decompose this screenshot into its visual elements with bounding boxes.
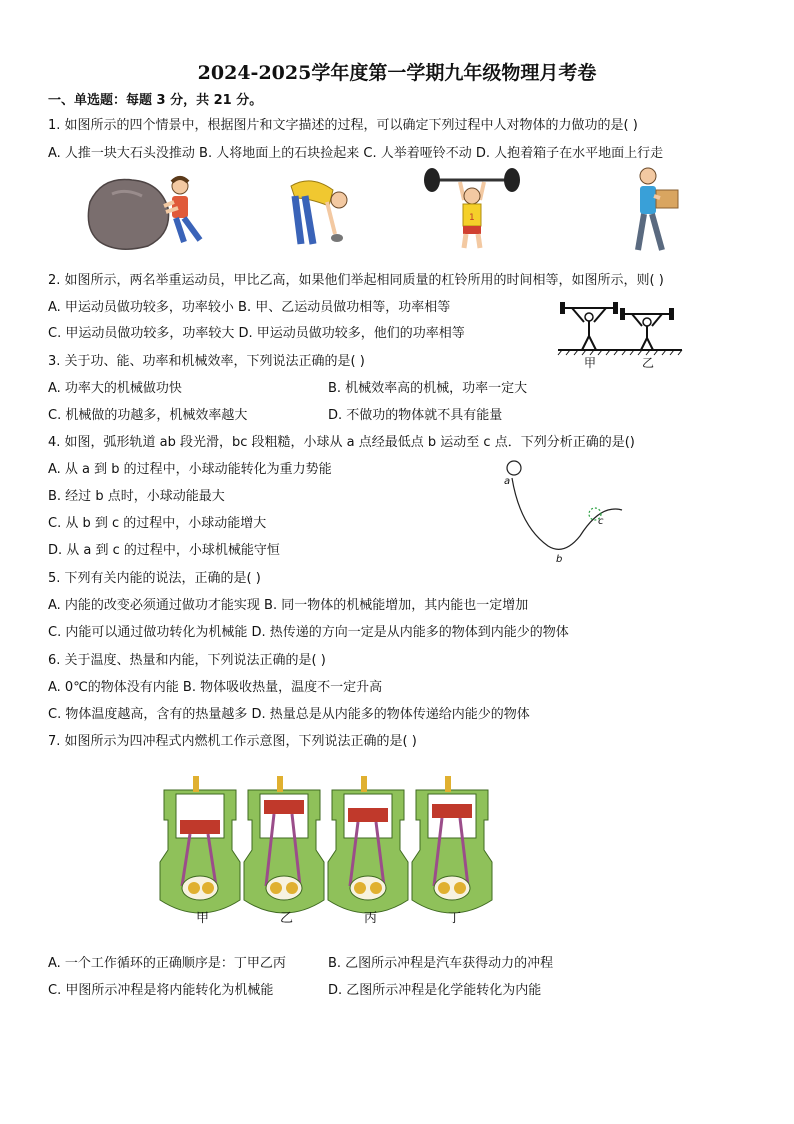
q5-options-1: A. 内能的改变必须通过做功才能实现 B. 同一物体的机械能增加，其内能也一定增加 bbox=[48, 598, 529, 613]
q1-figure-c bbox=[420, 166, 524, 254]
q2-stem: 2. 如图所示，两名举重运动员，甲比乙高，如果他们举起相同质量的杠铃所用的时间相等，如图所示，则( ) bbox=[48, 273, 664, 288]
q4-option-c: C. 从 b 到 c 的过程中，小球动能增大 bbox=[48, 516, 267, 531]
q3-option-c: C. 机械做的功越多，机械效率越大 bbox=[48, 408, 248, 423]
q7-label-bing: 丙 bbox=[364, 911, 378, 926]
q7-label-ding: 丁 bbox=[448, 911, 462, 926]
q3-option-a: A. 功率大的机械做功快 bbox=[48, 381, 182, 396]
q7-option-b: B. 乙图所示冲程是汽车获得动力的冲程 bbox=[328, 956, 554, 971]
q3-option-b: B. 机械效率高的机械，功率一定大 bbox=[328, 381, 528, 396]
q7-stem: 7. 如图所示为四冲程式内燃机工作示意图，下列说法正确的是( ) bbox=[48, 734, 417, 749]
svg-text:1: 1 bbox=[469, 213, 475, 223]
q3-stem: 3. 关于功、能、功率和机械效率，下列说法正确的是( ) bbox=[48, 354, 365, 369]
engine-yi bbox=[244, 776, 324, 913]
q2-options-1: A. 甲运动员做功较多，功率较小 B. 甲、乙运动员做功相等，功率相等 bbox=[48, 300, 451, 315]
q2-label-jia: 甲 bbox=[584, 356, 597, 370]
q1-figure-d bbox=[628, 166, 688, 258]
q1-options: A. 人推一块大石头没推动 B. 人将地面上的石块捡起来 C. 人举着哑铃不动 D. 人抱着箱子在水平地面上行走 bbox=[48, 146, 664, 161]
page-title: 2024-2025学年度第一学期九年级物理月考卷 bbox=[197, 62, 597, 84]
q7-figure-engines bbox=[160, 770, 500, 930]
q7-option-c: C. 甲图所示冲程是将内能转化为机械能 bbox=[48, 983, 274, 998]
q2-label-yi: 乙 bbox=[642, 356, 655, 370]
q4-label-c: c bbox=[598, 516, 604, 527]
q1-figure-b bbox=[283, 172, 363, 254]
q3-option-d: D. 不做功的物体就不具有能量 bbox=[328, 408, 503, 423]
q4-figure-track bbox=[500, 456, 630, 566]
q7-label-yi: 乙 bbox=[280, 911, 294, 926]
q7-option-d: D. 乙图所示冲程是化学能转化为内能 bbox=[328, 983, 542, 998]
q1-figure-a bbox=[82, 172, 212, 254]
section-heading: 一、单选题：每题 3 分，共 21 分。 bbox=[48, 93, 263, 108]
q4-label-b: b bbox=[556, 554, 563, 565]
q2-options-2: C. 甲运动员做功较多，功率较大 D. 甲运动员做功较多，他们的功率相等 bbox=[48, 326, 465, 341]
q2-figure-weightlifters bbox=[558, 300, 686, 370]
q4-option-b: B. 经过 b 点时，小球动能最大 bbox=[48, 489, 225, 504]
q6-options-1: A. 0℃的物体没有内能 B. 物体吸收热量，温度不一定升高 bbox=[48, 680, 383, 695]
engine-ding bbox=[412, 776, 492, 913]
q6-options-2: C. 物体温度越高，含有的热量越多 D. 热量总是从内能多的物体传递给内能少的物体 bbox=[48, 707, 530, 722]
q5-options-2: C. 内能可以通过做功转化为机械能 D. 热传递的方向一定是从内能多的物体到内能少的物体 bbox=[48, 625, 569, 640]
engine-bing bbox=[328, 776, 408, 913]
q4-stem: 4. 如图，弧形轨道 ab 段光滑，bc 段粗糙，小球从 a 点经最低点 b 运动至 c 点．下列分析正确的是() bbox=[48, 435, 635, 450]
q5-stem: 5. 下列有关内能的说法，正确的是( ) bbox=[48, 571, 261, 586]
q4-option-a: A. 从 a 到 b 的过程中，小球动能转化为重力势能 bbox=[48, 462, 332, 477]
q1-stem: 1. 如图所示的四个情景中，根据图片和文字描述的过程，可以确定下列过程中人对物体的力做功的是( ) bbox=[48, 118, 638, 133]
engine-jia bbox=[160, 776, 240, 913]
q7-label-jia: 甲 bbox=[196, 911, 210, 926]
q7-option-a: A. 一个工作循环的正确顺序是：丁甲乙丙 bbox=[48, 956, 286, 971]
q4-label-a: a bbox=[504, 476, 511, 487]
q6-stem: 6. 关于温度、热量和内能，下列说法正确的是( ) bbox=[48, 653, 326, 668]
q4-option-d: D. 从 a 到 c 的过程中，小球机械能守恒 bbox=[48, 543, 280, 558]
